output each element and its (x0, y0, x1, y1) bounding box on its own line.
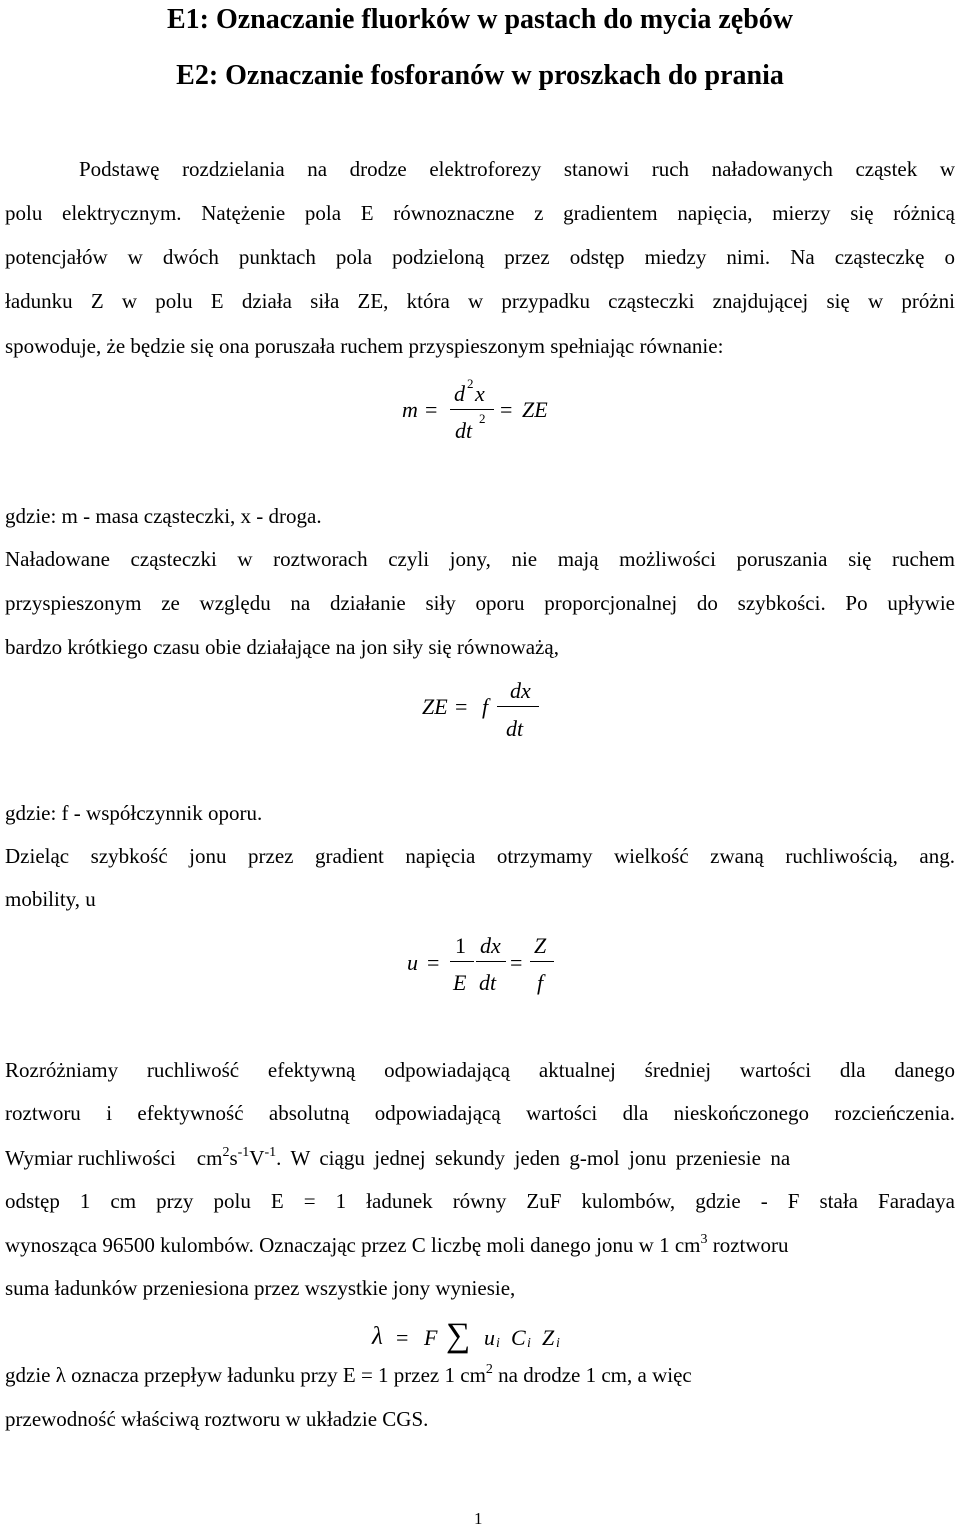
paragraph-line: suma ładunków przeniesiona przez wszystkie jony wyniesie, (5, 1276, 516, 1300)
page-number: 1 (474, 1509, 483, 1528)
definition-line: gdzie: f - współczynnik oporu. (5, 801, 263, 825)
paragraph-line: Dzieląc szybkość jonu przez gradient napięcia otrzymamy wielkość zwaną ruchliwością, ang. (5, 844, 955, 868)
paragraph-line: ładunku Z w polu E działa siła ZE, która w przypadku cząsteczki znajdującej się w próżni (5, 289, 955, 313)
paragraph-line: polu elektrycznym. Natężenie pola E równoznaczne z gradientem napięcia, mierzy się różnicą (5, 201, 955, 225)
paragraph-line: Rozróżniamy ruchliwość efektywną odpowiadającą aktualnej średniej wartości dla danego (5, 1058, 955, 1082)
paragraph-line-volume: wynosząca 96500 kulombów. Oznaczając przez C liczbę moli danego jonu w 1 $cm^3$ roztworu (5, 1232, 789, 1257)
paragraph-line: roztworu i efektywność absolutną odpowiadającą wartości dla nieskończonego rozcieńczenia. (5, 1101, 955, 1125)
paragraph-line-units: Wymiar ruchliwości $cm^2s^{-1}V^{-1}$. W ciągu jednej sekundy jeden g-mol jonu przeniesie na (5, 1145, 791, 1170)
paragraph-line: przewodność właściwą roztworu w układzie CGS. (5, 1407, 429, 1431)
paragraph-line: spowoduje, że będzie się ona poruszała ruchem przyspieszonym spełniając równanie: (5, 334, 724, 358)
paragraph-line: potencjałów w dwóch punktach pola podzieloną przez odstęp miedzy nimi. Na cząsteczkę o (5, 245, 955, 269)
paragraph-line: Naładowane cząsteczki w roztworach czyli jony, nie mają możliwości poruszania się ruchem (5, 547, 955, 571)
definition-line: gdzie: m - masa cząsteczki, x - droga. (5, 504, 322, 528)
paragraph-line: odstęp 1 cm przy polu E = 1 ładunek równy ZuF kulombów, gdzie - F stała Faradaya (5, 1189, 955, 1213)
title-e1: E1: Oznaczanie fluorków w pastach do mycia zębów (166, 4, 794, 35)
paragraph-line-flow: gdzie λ oznacza przepływ ładunku przy E = 1 przez 1 $cm^2$ na drodze 1 cm, a więc (5, 1362, 692, 1387)
paragraph-line: bardzo krótkiego czasu obie działające na jon siły się równoważą, (5, 635, 559, 659)
paragraph-line: mobility, u (5, 887, 96, 911)
paragraph-line: Podstawę rozdzielania na drodze elektroforezy stanowi ruch naładowanych cząstek w (79, 157, 955, 181)
title-e2: E2: Oznaczanie fosforanów w proszkach do prania (176, 60, 784, 91)
paragraph-line: przyspieszonym ze względu na działanie siły oporu proporcjonalnej do szybkości. Po upływie (5, 591, 955, 615)
